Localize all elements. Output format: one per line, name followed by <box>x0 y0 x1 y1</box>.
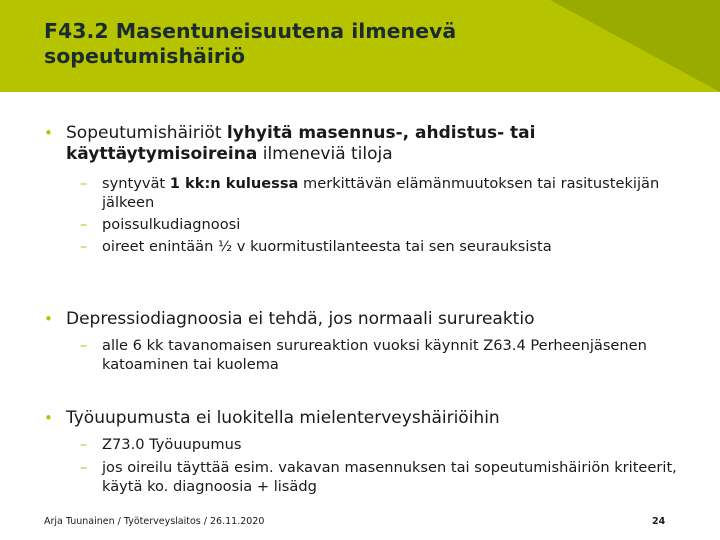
sub-bullet-marker: – <box>80 337 88 354</box>
bullet-text: Depressiodiagnoosia ei tehdä, jos normaali surureaktio <box>66 309 535 329</box>
bullet-text: Työuupumusta ei luokitella mielenterveyshäiriöihin <box>66 408 500 428</box>
sub-bullet-item <box>80 216 680 235</box>
sub-bullet-text: poissulkudiagnoosi <box>102 216 241 233</box>
bullet-marker: • <box>44 310 53 328</box>
sub-bullet-marker: – <box>80 216 88 233</box>
slide-title <box>44 19 644 69</box>
page-number: 24 <box>652 516 666 527</box>
sub-bullet-text: jos oireilu täyttää esim. vakavan masennuksen tai sopeutumishäiriön kriteerit, käytä ko. diagnoosia + lisädg <box>102 459 677 495</box>
sub-bullet-item <box>80 238 680 257</box>
bullet-text-emphasis: lyhyitä masennus-, ahdistus- tai käyttäytymisoireina <box>66 123 536 164</box>
sub-bullet-text <box>80 175 680 212</box>
sub-bullet-text-part: merkittävän elämänmuutoksen tai rasitustekijän jälkeen <box>102 175 660 211</box>
sub-bullet-text: Z73.0 Työuupumus <box>102 436 242 453</box>
sub-bullet-marker: – <box>80 459 88 476</box>
sub-bullet-item <box>80 459 680 496</box>
bullet-text <box>44 123 694 165</box>
slide-title-line-1: F43.2 Masentuneisuutena ilmenevä <box>44 19 457 43</box>
sub-bullet-text: alle 6 kk tavanomaisen surureaktion vuoksi käynnit Z63.4 Perheenjäsenen katoaminen tai kuolema <box>102 337 647 373</box>
bullet-item <box>44 123 694 165</box>
sub-bullet-item <box>80 337 680 374</box>
bullet-text-part: Sopeutumishäiriöt <box>66 123 227 143</box>
sub-bullet-text: oireet enintään ½ v kuormitustilanteesta tai sen seurauksista <box>102 238 552 255</box>
sub-bullet-marker: – <box>80 238 88 255</box>
sub-bullet-text-part: syntyvät <box>102 175 170 192</box>
bullet-marker: • <box>44 409 53 427</box>
sub-bullet-item <box>80 436 680 455</box>
sub-bullet-marker: – <box>80 436 88 453</box>
bullet-item <box>44 408 694 429</box>
sub-bullet-marker: – <box>80 175 88 192</box>
bullet-item <box>44 309 694 330</box>
slide-title-line-2: sopeutumishäiriö <box>44 44 246 68</box>
sub-bullet-item <box>80 175 680 212</box>
sub-bullet-text-emphasis: 1 kk:n kuluessa <box>169 175 299 192</box>
footer-text: Arja Tuunainen / Työterveyslaitos / 26.11.2020 <box>44 516 265 527</box>
bullet-text-part: ilmeneviä tiloja <box>257 144 393 164</box>
bullet-marker: • <box>44 124 53 142</box>
title-bar <box>0 0 720 92</box>
